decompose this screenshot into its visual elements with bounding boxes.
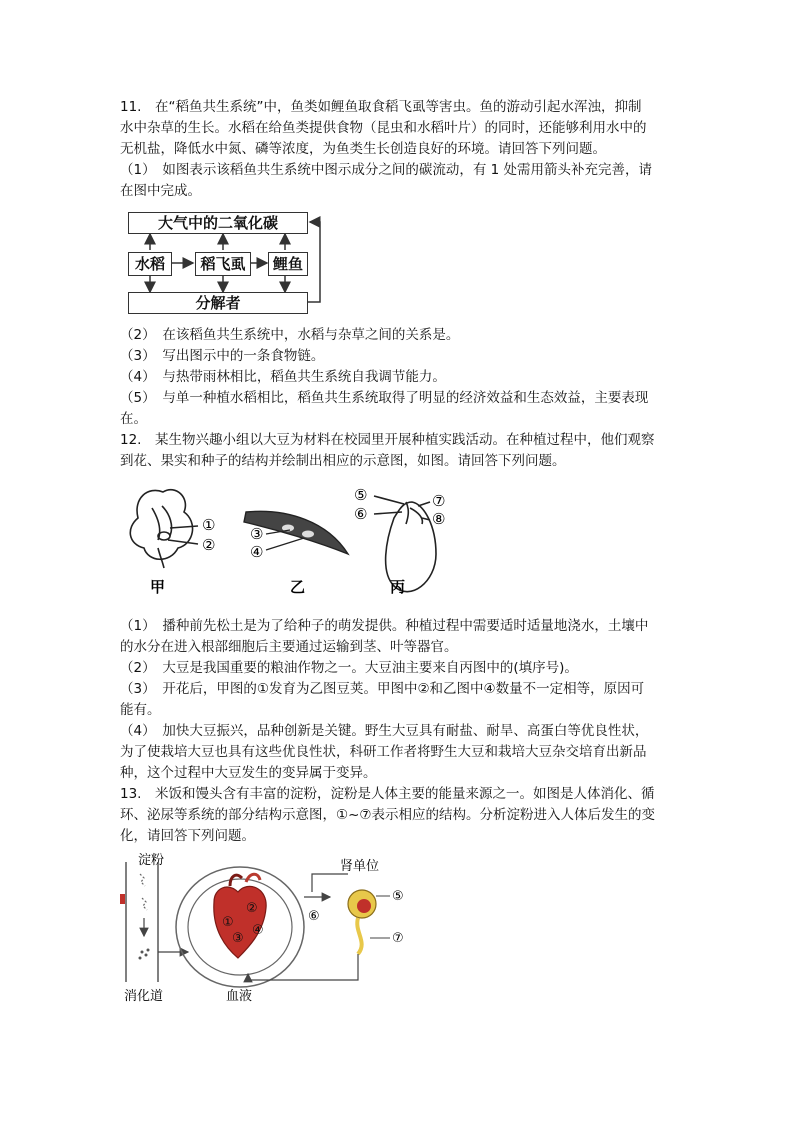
soybean-figure-drawing (118, 478, 458, 598)
label-c3: ③ (232, 931, 244, 946)
box-carp: 鲤鱼 (268, 252, 308, 276)
label-bing: 丙 (390, 578, 406, 596)
q13-line-2: 环、泌尿等系统的部分结构示意图，①~⑦表示相应的结构。分析淀粉进入人体后发生的变 (120, 807, 656, 823)
q11-line-2: 水中杂草的生长。水稻在给鱼类提供食物（昆虫和水稻叶片）的同时，还能够利用水中的 (120, 120, 647, 136)
arrow-decomposer-to-atmosphere (306, 222, 320, 302)
label-n2: ② (202, 536, 216, 554)
label-c7: ⑦ (392, 931, 404, 946)
label-n4: ④ (250, 543, 264, 561)
body-systems-figure (118, 852, 418, 1002)
q13-line-1: 13. 米饭和馒头含有丰富的淀粉，淀粉是人体主要的能量来源之一。如图是人体消化、循 (120, 786, 655, 802)
box-planthopper: 稻飞虱 (195, 252, 251, 276)
flower-drawing (130, 490, 198, 568)
label-yi: 乙 (290, 578, 306, 596)
q12-sub4-line-3: 种，这个过程中大豆发生的变异属于变异。 (120, 765, 377, 781)
label-digestive: 消化道 (124, 989, 164, 1002)
carbon-flow-diagram (128, 210, 328, 314)
label-c2: ② (246, 901, 258, 916)
q11-sub5-line-1: （5） 与单一种植水稻相比，稻鱼共生系统取得了明显的经济效益和生态效益，主要表现 (120, 390, 649, 406)
body-systems-drawing (118, 852, 418, 1002)
box-atmosphere-co2: 大气中的二氧化碳 (128, 212, 308, 234)
q11-sub1-line-2: 在图中完成。 (120, 183, 201, 199)
villi-mark (120, 894, 125, 904)
label-blood: 血液 (226, 989, 253, 1002)
label-n7: ⑦ (432, 492, 446, 510)
q11-line-1: 11. 在“稻鱼共生系统”中，鱼类如鲤鱼取食稻飞虱等害虫。鱼的游动引起水浑浊，抑制 (120, 99, 642, 115)
label-n8: ⑧ (432, 510, 446, 528)
soybean-figure (118, 478, 458, 598)
label-n6: ⑥ (354, 505, 368, 523)
label-c1: ① (222, 915, 234, 930)
q12-sub2: （2） 大豆是我国重要的粮油作物之一。大豆油主要来自丙图中的(填序号)。 (120, 660, 578, 676)
q11-sub4: （4） 与热带雨林相比，稻鱼共生系统自我调节能力。 (120, 369, 446, 385)
label-n3: ③ (250, 525, 264, 543)
q13-line-3: 化，请回答下列问题。 (120, 828, 255, 844)
box-decomposer: 分解者 (128, 292, 308, 314)
label-n5: ⑤ (354, 486, 368, 504)
label-n1: ① (202, 516, 216, 534)
label-c5: ⑤ (392, 889, 404, 904)
q11-sub1-line-1: （1） 如图表示该稻鱼共生系统中图示成分之间的碳流动，有 1 处需用箭头补充完善，请 (120, 162, 653, 178)
box-rice: 水稻 (128, 252, 172, 276)
q12-sub3-line-2: 能有。 (120, 702, 161, 718)
q11-sub2: （2） 在该稻鱼共生系统中，水稻与杂草之间的关系是。 (120, 327, 460, 343)
q12-sub1-line-1: （1） 播种前先松土是为了给种子的萌发提供。种植过程中需要适时适量地浇水，土壤中 (120, 618, 649, 634)
q12-sub1-line-2: 的水分在进入根部细胞后主要通过运输到茎、叶等器官。 (120, 639, 458, 655)
q11-line-3: 无机盐，降低水中氮、磷等浓度，为鱼类生长创造良好的环境。请回答下列问题。 (120, 141, 606, 157)
label-c4: ④ (252, 923, 264, 938)
label-jia: 甲 (150, 578, 166, 596)
q11-sub5-line-2: 在。 (120, 411, 147, 427)
q12-line-2: 到花、果实和种子的结构并绘制出相应的示意图，如图。请回答下列问题。 (120, 453, 566, 469)
q12-sub4-line-2: 为了使栽培大豆也具有这些优良性状，科研工作者将野生大豆和栽培大豆杂交培育出新品 (120, 744, 647, 760)
label-nephron: 肾单位 (340, 859, 380, 874)
label-starch: 淀粉 (138, 853, 165, 868)
label-c6: ⑥ (308, 909, 320, 924)
q12-sub3-line-1: （3） 开花后，甲图的①发育为乙图豆荚。甲图中②和乙图中④数量不一定相等，原因可 (120, 681, 645, 697)
nephron-drawing (348, 890, 376, 954)
q11-sub3: （3） 写出图示中的一条食物链。 (120, 348, 325, 364)
q12-line-1: 12. 某生物兴趣小组以大豆为材料在校园里开展种植实践活动。在种植过程中，他们观察 (120, 432, 655, 448)
q12-sub4-line-1: （4） 加快大豆振兴，品种创新是关键。野生大豆具有耐盐、耐旱、高蛋白等优良性状， (120, 723, 649, 739)
